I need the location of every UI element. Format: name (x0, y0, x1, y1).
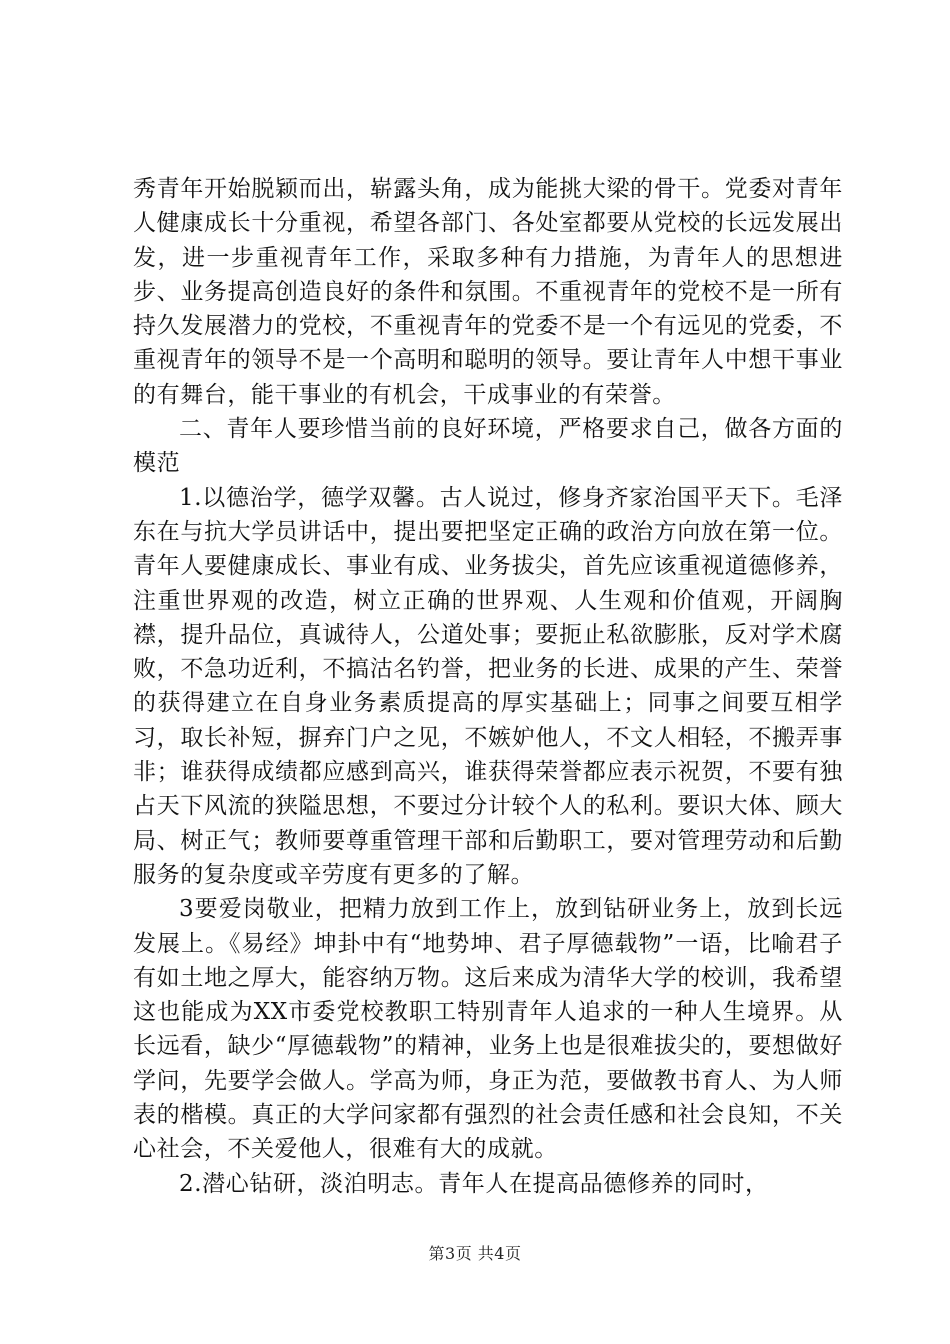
paragraph-2-heading: 二、青年人要珍惜当前的良好环境，严格要求自己，做各方面的模范 (133, 416, 843, 477)
document-body (133, 172, 843, 1201)
paragraph-5: 2.潜心钻研，淡泊明志。青年人在提高品德修养的同时， (179, 1170, 769, 1197)
paragraph-1: 秀青年开始脱颖而出，崭露头角，成为能挑大梁的骨干。党委对青年人健康成长十分重视，希望各部门、各处室都要从党校的长远发展出发，进一步重视青年工作，采取多种有力措施，为青年人的思想进步、业务提高创造良好的条件和氛围。不重视青年的党校不是一所有持久发展潜力的党校，不重视青年的党委不是一个有远见的党委，不重视青年的领导不是一个高明和聪明的领导。要让青年人中想干事业的有舞台，能干事业的有机会，干成事业的有荣誉。 (133, 176, 843, 408)
page-number-footer: 第3页 共4页 (428, 1244, 522, 1263)
paragraph-4: 3要爱岗敬业，把精力放到工作上，放到钻研业务上，放到长远发展上。《易经》坤卦中有“地势坤、君子厚德载物”一语，比喻君子有如土地之厚大，能容纳万物。这后来成为清华大学的校训，我希望这也能成为XX市委党校教职工特别青年人追求的一种人生境界。从长远看，缺少“厚德载物”的精神，业务上也是很难拔尖的，要想做好学问，先要学会做人。学高为师，身正为范，要做教书育人、为人师表的楷模。真正的大学问家都有强烈的社会责任感和社会良知，不关心社会，不关爱他人，很难有大的成就。 (133, 896, 843, 1163)
paragraph-3: 1.以德治学，德学双馨。古人说过，修身齐家治国平天下。毛泽东在与抗大学员讲话中，提出要把坚定正确的政治方向放在第一位。青年人要健康成长、事业有成、业务拔尖，首先应该重视道德修养，注重世界观的改造，树立正确的世界观、人生观和价值观，开阔胸襟，提升品位，真诚待人，公道处事；要扼止私欲膨胀，反对学术腐败，不急功近利，不搞沽名钓誉，把业务的长进、成果的产生、荣誉的获得建立在自身业务素质提高的厚实基础上；同事之间要互相学习，取长补短，摒弃门户之见，不嫉妒他人，不文人相轻，不搬弄事非；谁获得成绩都应感到高兴，谁获得荣誉都应表示祝贺，不要有独占天下风流的狭隘思想，不要过分计较个人的私利。要识大体、顾大局、树正气；教师要尊重管理干部和后勤职工，要对管理劳动和后勤服务的复杂度或辛劳度有更多的了解。 (133, 484, 843, 888)
